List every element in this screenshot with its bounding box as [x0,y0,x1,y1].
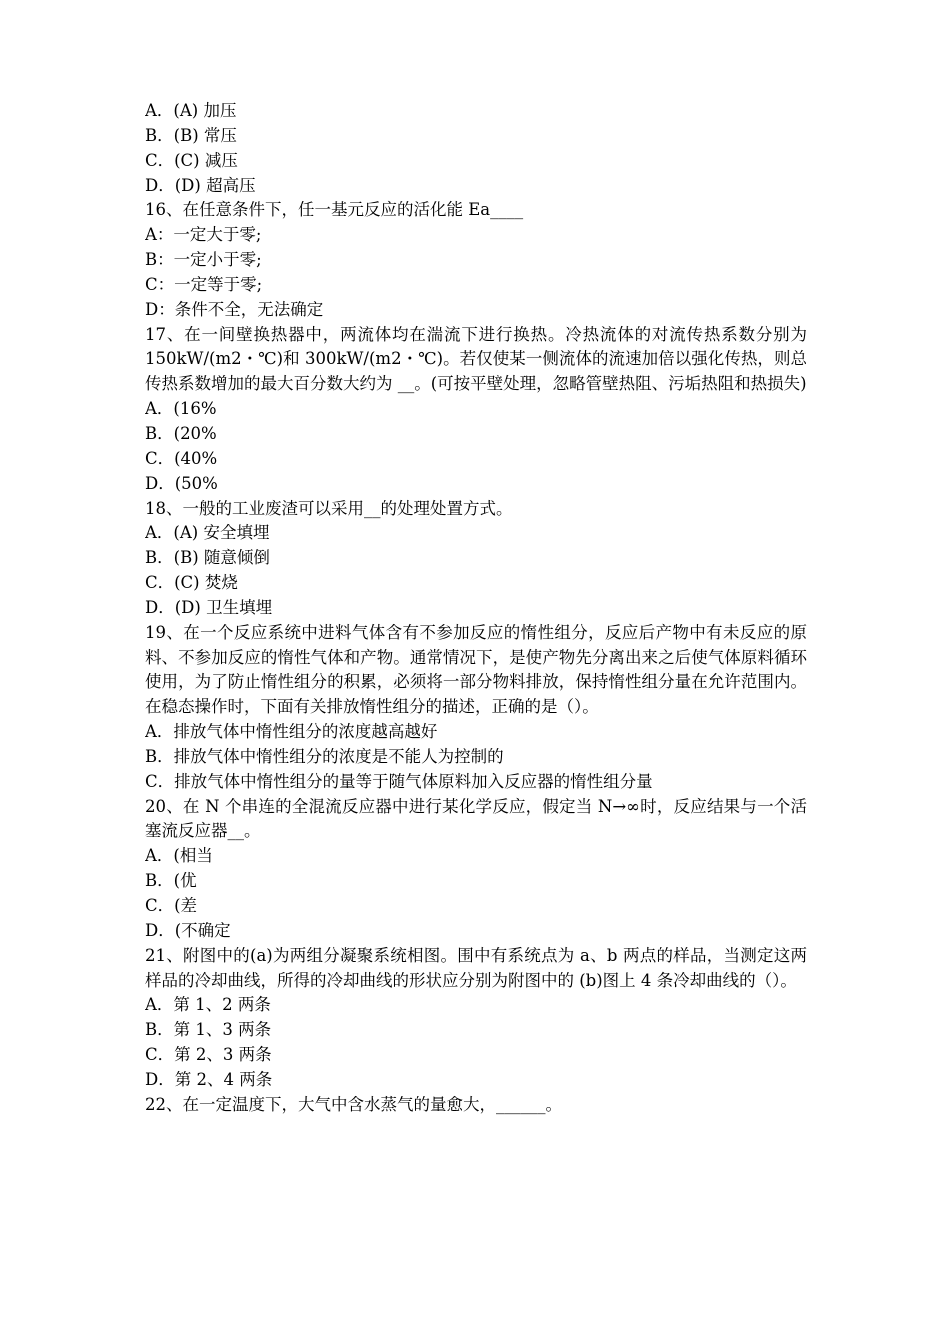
option-d: D：条件不全，无法确定 [145,299,324,319]
option-b: B．第 1、3 两条 [145,1020,272,1040]
question-stem: 21、附图中的(a)为两组分凝聚系统相图。围中有系统点为 a、b 两点的样品，当测定这两样品的冷却曲线，所得的冷却曲线的形状应分别为附图中的 (b)图上 4 条冷却曲线的（）。 [145,945,807,990]
question-stem: 20、在 N 个串连的全混流反应器中进行某化学反应，假定当 N→∞时，反应结果与一个活塞流反应器__。 [145,796,807,841]
question-18 [145,497,807,621]
question-17 [145,323,807,497]
option-d: D．(D) 卫生填埋 [145,597,273,617]
option-b: B：一定小于零; [145,250,262,270]
option-c: C．(40% [145,448,218,468]
option-b: B．(B) 常压 [145,125,237,145]
option-b: B．(优 [145,871,197,891]
option-a: A．(16% [145,399,217,419]
option-c: C．第 2、3 两条 [145,1045,272,1065]
option-a: A：一定大于零; [145,225,262,245]
question-stem: 18、一般的工业废渣可以采用__的处理处置方式。 [145,498,513,518]
question-stem: 17、在一间壁换热器中，两流体均在湍流下进行换热。冷热流体的对流传热系数分别为 150kW/(m2・℃)和 300kW/(m2・℃)。若仅使某一侧流体的流速加倍以强化传热，则总传热系数增加的最大百分数大约为 __。(可按平壁处理，忽略管壁热阻、污垢热阻和热损失) [145,324,807,394]
option-b: B．(20% [145,423,217,443]
question-stem: 19、在一个反应系统中进料气体含有不参加反应的惰性组分，反应后产物中有未反应的原料、不参加反应的惰性气体和产物。通常情况下，是使产物先分离出来之后使气体原料循环使用，为了防止惰性组分的积累，必须将一部分物料排放，保持惰性组分量在允许范围内。在稳态操作时，下面有关排放惰性组分的描述，正确的是（）。 [145,622,807,717]
option-c: C．(C) 焚烧 [145,573,238,593]
option-a: A．(A) 加压 [145,101,237,120]
option-c: C．(C) 减压 [145,150,238,170]
question-19 [145,621,807,795]
question-16 [145,198,807,322]
option-d: D．第 2、4 两条 [145,1069,273,1089]
option-a: A．排放气体中惰性组分的浓度越高越好 [145,722,438,742]
option-d: D．(D) 超高压 [145,175,256,195]
option-a: A．(相当 [145,846,213,866]
option-b: B．排放气体中惰性组分的浓度是不能人为控制的 [145,746,504,766]
option-c: C．排放气体中惰性组分的量等于随气体原料加入反应器的惰性组分量 [145,771,653,791]
option-c: C．(差 [145,896,198,915]
question-stem: 16、在任意条件下，任一基元反应的活化能 Ea____ [145,200,524,220]
option-c: C：一定等于零; [145,274,263,294]
option-d: D．(不确定 [145,920,231,940]
q15-options [145,99,807,198]
option-d: D．(50% [145,473,218,493]
question-20 [145,795,807,944]
document-page [145,99,807,1118]
question-stem: 22、在一定温度下，大气中含水蒸气的量愈大，______。 [145,1094,562,1114]
question-21 [145,944,807,1093]
option-b: B．(B) 随意倾倒 [145,548,270,568]
option-a: A．第 1、2 两条 [145,995,271,1015]
question-22 [145,1093,807,1118]
option-a: A．(A) 安全填埋 [145,523,270,543]
